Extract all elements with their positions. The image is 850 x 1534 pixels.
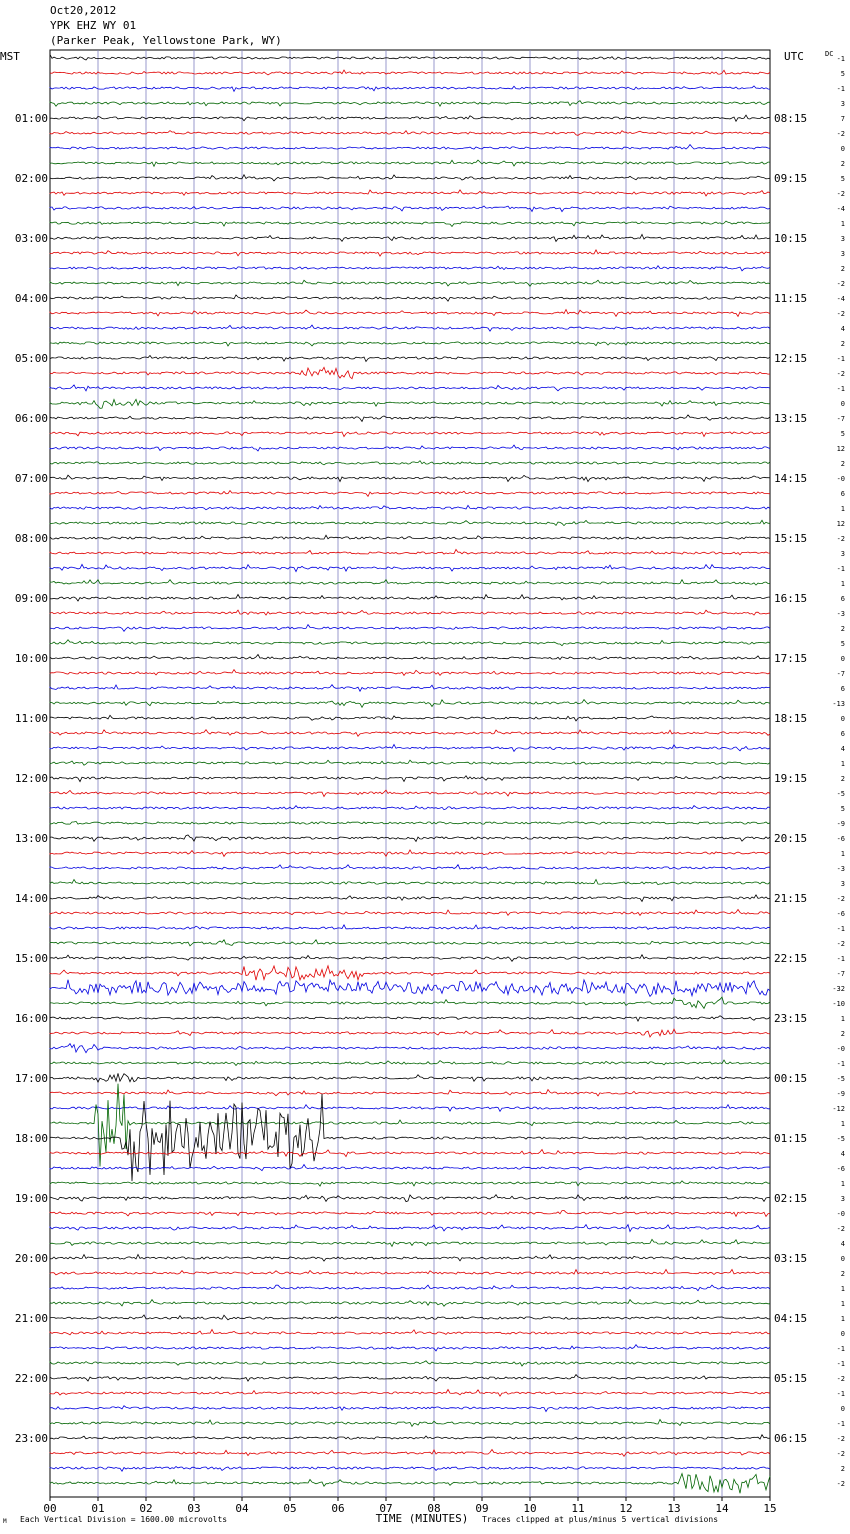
seismic-trace [50,1467,770,1472]
footer-corner-mark: M [3,1518,7,1525]
seismic-trace [50,670,770,676]
seismic-trace [50,640,770,646]
dc-offset-label: 4 [840,1240,845,1248]
dc-offset-label: 1 [840,220,845,228]
right-hour-label: 14:15 [774,472,808,485]
right-hour-label: 12:15 [774,352,808,365]
dc-offset-label: 3 [840,550,845,558]
seismic-trace [50,997,770,1008]
dc-offset-label: 1 [840,850,845,858]
seismic-trace [50,580,770,586]
seismic-trace [50,86,770,92]
seismic-trace [50,685,770,692]
left-hour-label: 10:00 [14,652,48,665]
seismic-trace [50,55,770,61]
dc-offset-label: -1 [836,1345,845,1353]
seismic-trace [50,880,770,885]
seismic-trace [50,342,770,346]
dc-offset-label: -1 [836,1420,845,1428]
dc-offset-label: -12 [832,1105,845,1113]
dc-offset-label: 4 [840,1150,845,1158]
dc-offset-label: 0 [840,145,845,153]
seismic-trace [50,790,770,796]
seismic-trace [50,1016,770,1021]
seismic-trace [50,160,770,166]
x-tick-label: 06 [331,1502,345,1515]
dc-offset-label: 1 [840,1285,845,1293]
x-tick-label: 04 [235,1502,249,1515]
dc-offset-label: 0 [840,655,845,663]
dc-offset-label: -1 [836,955,845,963]
dc-offset-label: -5 [836,1075,845,1083]
x-tick-label: 03 [187,1502,201,1515]
x-tick-label: 01 [91,1502,105,1515]
dc-offset-label: -4 [836,295,845,303]
right-hour-label: 11:15 [774,292,808,305]
dc-offset-label: -2 [836,370,845,378]
dc-offset-label: -3 [836,865,845,873]
seismic-trace [50,1474,770,1494]
dc-offset-label: 1 [840,1315,845,1323]
footer-right-note: Traces clipped at plus/minus 5 vertical divisions [482,1515,719,1524]
dc-offset-label: 2 [840,1030,845,1038]
left-hour-label: 09:00 [14,592,48,605]
right-hour-label: 15:15 [774,532,808,545]
seismic-trace [50,1375,770,1382]
dc-offset-label: -2 [836,895,845,903]
seismic-trace [50,745,770,752]
x-tick-label: 11 [571,1502,585,1515]
seismic-trace [50,549,770,554]
dc-offset-label: 6 [840,730,845,738]
x-tick-label: 08 [427,1502,441,1515]
seismic-trace [50,1270,770,1275]
seismic-trace [50,206,770,212]
right-hour-label: 02:15 [774,1192,808,1205]
seismic-trace [50,356,770,362]
dc-offset-label: 0 [840,1330,845,1338]
x-tick-label: 10 [523,1502,537,1515]
seismic-trace [50,1060,770,1065]
dc-offset-label: -0 [836,475,845,483]
seismic-trace [50,399,770,408]
seismic-trace [50,610,770,615]
dc-offset-label: 0 [840,1405,845,1413]
seismic-trace [50,1255,770,1262]
x-tick-label: 05 [283,1502,297,1515]
location-label: (Parker Peak, Yellowstone Park, WY) [50,34,282,47]
seismic-trace [50,115,770,121]
footer-left-note: Each Vertical Division = 1600.00 microvolts [20,1515,228,1524]
dc-offset-label: -1 [836,1360,845,1368]
dc-offset-label: -7 [836,970,845,978]
seismic-trace [50,835,770,842]
seismic-trace [50,520,770,525]
seismic-trace [50,925,770,929]
seismic-trace [50,1225,770,1232]
left-hour-label: 12:00 [14,772,48,785]
right-hour-label: 17:15 [774,652,808,665]
dc-offset-label: -7 [836,415,845,423]
dc-offset-label: 2 [840,265,845,273]
seismic-trace [50,1285,770,1291]
seismic-trace [50,325,770,331]
seismic-trace [50,415,770,422]
dc-offset-label: 3 [840,235,845,243]
dc-offset-label: -0 [836,1045,845,1053]
dc-offset-label: 0 [840,715,845,723]
left-hour-label: 22:00 [14,1372,48,1385]
dc-offset-label: -2 [836,190,845,198]
seismic-trace [50,1406,770,1412]
seismic-trace [50,730,770,737]
x-tick-label: 15 [763,1502,777,1515]
seismic-trace [50,280,770,286]
left-timezone-label: MST [0,50,20,63]
x-tick-label: 02 [139,1502,153,1515]
dc-offset-label: 1 [840,760,845,768]
left-hour-label: 05:00 [14,352,48,365]
dc-offset-label: -0 [836,1210,845,1218]
right-hour-label: 20:15 [774,832,808,845]
dc-offset-label: -1 [836,1390,845,1398]
seismic-trace [50,865,770,869]
dc-offset-label: 3 [840,1195,845,1203]
seismic-trace [50,1073,770,1082]
dc-offset-label: 5 [840,70,845,78]
left-hour-label: 19:00 [14,1192,48,1205]
right-hour-label: 01:15 [774,1132,808,1145]
dc-offset-label: 6 [840,685,845,693]
right-hour-label: 08:15 [774,112,808,125]
dc-offset-label: -2 [836,280,845,288]
dc-offset-label: -2 [836,1375,845,1383]
left-hour-label: 08:00 [14,532,48,545]
left-hour-label: 13:00 [14,832,48,845]
seismic-trace [50,1315,770,1320]
right-hour-label: 09:15 [774,172,808,185]
right-hour-label: 04:15 [774,1312,808,1325]
seismic-trace [50,1450,770,1457]
dc-offset-label: 12 [836,445,845,453]
dc-offset-label: -1 [836,925,845,933]
station-label: YPK EHZ WY 01 [50,19,137,32]
seismic-trace [50,491,770,497]
seismic-trace [50,910,770,916]
seismic-trace [50,955,770,962]
dc-offset-label: 3 [840,880,845,888]
right-hour-label: 06:15 [774,1432,808,1445]
x-tick-label: 07 [379,1502,393,1515]
dc-offset-label: 5 [840,640,845,648]
seismic-trace [50,385,770,391]
dc-offset-label: 2 [840,160,845,168]
dc-offset-label: -13 [832,700,845,708]
seismic-trace [50,234,770,241]
seismic-trace [50,1330,770,1335]
seismic-trace [50,940,770,946]
seismic-trace [50,895,770,902]
seismic-trace [50,776,770,782]
dc-offset-label: 2 [840,340,845,348]
right-hour-label: 10:15 [774,232,808,245]
dc-offset-label: 5 [840,175,845,183]
dc-offset-label: -2 [836,130,845,138]
right-hour-label: 03:15 [774,1252,808,1265]
seismic-trace [50,1105,770,1112]
seismic-trace [50,715,770,721]
right-hour-label: 16:15 [774,592,808,605]
dc-offset-label: 1 [840,1300,845,1308]
seismic-trace [50,367,770,378]
dc-offset-label: 2 [840,1465,845,1473]
x-tick-label: 12 [619,1502,633,1515]
seismic-trace [50,760,770,765]
right-timezone-label: UTC [784,50,804,63]
right-hour-label: 05:15 [774,1372,808,1385]
seismic-trace [50,461,770,465]
date-label: Oct20,2012 [50,4,117,17]
seismic-trace [50,190,770,196]
right-hour-label: 22:15 [774,952,808,965]
right-hour-label: 19:15 [774,772,808,785]
dc-offset-label: 1 [840,1120,845,1128]
dc-offset-label: -2 [836,1435,845,1443]
dc-offset-label: 3 [840,100,845,108]
left-hour-label: 18:00 [14,1132,48,1145]
seismic-trace [50,980,770,997]
dc-offset-label: -10 [832,1000,845,1008]
left-hour-label: 07:00 [14,472,48,485]
x-tick-label: 00 [43,1502,57,1515]
dc-offset-label: 6 [840,595,845,603]
left-hour-label: 14:00 [14,892,48,905]
seismic-trace [50,101,770,107]
dc-offset-label: -2 [836,940,845,948]
dc-offset-label: -1 [836,55,845,63]
seismic-trace [50,1090,770,1096]
seismic-trace [50,1345,770,1351]
right-hour-label: 13:15 [774,412,808,425]
dc-offset-label: 2 [840,625,845,633]
dc-offset-label: -2 [836,1480,845,1488]
dc-offset-label: 1 [840,580,845,588]
dc-offset-label: -3 [836,610,845,618]
seismic-trace [50,1029,770,1037]
dc-offset-label: -2 [836,535,845,543]
dc-offset-label: 6 [840,490,845,498]
dc-offset-label: -32 [832,985,845,993]
dc-offset-label: -2 [836,1225,845,1233]
x-tick-label: 13 [667,1502,681,1515]
seismic-trace [50,70,770,75]
seismic-trace [50,310,770,317]
right-hour-label: 00:15 [774,1072,808,1085]
right-hour-label: 18:15 [774,712,808,725]
seismic-trace [50,1195,770,1202]
dc-offset-label: 3 [840,250,845,258]
dc-offset-label: -1 [836,1060,845,1068]
dc-offset-label: -2 [836,1450,845,1458]
seismic-trace [50,145,770,150]
dc-offset-label: 12 [836,520,845,528]
left-hour-label: 06:00 [14,412,48,425]
x-tick-label: 14 [715,1502,729,1515]
dc-offset-label: -6 [836,910,845,918]
seismic-trace [50,625,770,632]
seismic-trace [50,535,770,539]
seismic-trace [50,806,770,810]
seismic-trace [50,1420,770,1427]
seismic-trace [50,1239,770,1246]
dc-offset-label: -5 [836,790,845,798]
dc-offset-label: 1 [840,1180,845,1188]
seismic-trace [50,1181,770,1186]
right-hour-label: 23:15 [774,1012,808,1025]
dc-offset-label: 0 [840,400,845,408]
left-hour-label: 21:00 [14,1312,48,1325]
dc-offset-label: 5 [840,805,845,813]
dc-offset-label: 2 [840,1270,845,1278]
dc-offset-label: -9 [836,820,845,828]
seismic-trace [50,1390,770,1397]
left-hour-label: 03:00 [14,232,48,245]
seismic-trace [50,266,770,271]
dc-offset-label: 4 [840,325,845,333]
dc-offset-label: -1 [836,565,845,573]
dc-offset-label: -1 [836,85,845,93]
seismic-trace [50,432,770,437]
left-hour-label: 01:00 [14,112,48,125]
left-hour-label: 16:00 [14,1012,48,1025]
seismic-trace [50,821,770,824]
dc-offset-label: -5 [836,1135,845,1143]
seismic-trace [50,966,770,981]
dc-offset-label: 0 [840,1255,845,1263]
seismic-trace [50,295,770,301]
left-hour-label: 02:00 [14,172,48,185]
dc-offset-label: 5 [840,430,845,438]
left-hour-label: 17:00 [14,1072,48,1085]
dc-offset-label: 1 [840,505,845,513]
left-hour-label: 15:00 [14,952,48,965]
x-axis-label: TIME (MINUTES) [375,1512,469,1525]
dc-offset-label: 4 [840,745,845,753]
seismic-trace [50,850,770,857]
seismic-trace [50,221,770,226]
seismic-trace [50,1435,770,1439]
dc-offset-label: 2 [840,775,845,783]
seismic-trace [50,1165,770,1171]
left-hour-label: 20:00 [14,1252,48,1265]
seismic-trace [50,175,770,181]
seismic-trace [50,505,770,509]
dc-offset-label: -9 [836,1090,845,1098]
seismic-trace [50,1361,770,1366]
seismic-trace [50,475,770,481]
dc-offset-label: 2 [840,460,845,468]
dc-offset-label: -1 [836,385,845,393]
seismic-trace [50,1044,770,1053]
dc-offset-label: -2 [836,310,845,318]
dc-offset-label: -6 [836,1165,845,1173]
x-tick-label: 09 [475,1502,489,1515]
dc-header-label: DC [825,50,834,58]
seismic-trace [50,700,770,708]
left-hour-label: 11:00 [14,712,48,725]
dc-offset-label: -7 [836,670,845,678]
right-hour-label: 21:15 [774,892,808,905]
dc-offset-label: -4 [836,205,845,213]
seismic-trace [50,1210,770,1216]
seismic-trace [50,655,770,660]
dc-offset-label: -1 [836,355,845,363]
seismic-trace [50,595,770,602]
dc-offset-label: 7 [840,115,845,123]
seismic-trace [50,250,770,256]
seismic-trace [50,564,770,571]
dc-offset-label: -6 [836,835,845,843]
seismic-trace [50,1150,770,1157]
seismic-trace [50,445,770,451]
seismic-trace [50,131,770,136]
seismic-trace [50,1300,770,1307]
left-hour-label: 23:00 [14,1432,48,1445]
left-hour-label: 04:00 [14,292,48,305]
dc-offset-label: 1 [840,1015,845,1023]
